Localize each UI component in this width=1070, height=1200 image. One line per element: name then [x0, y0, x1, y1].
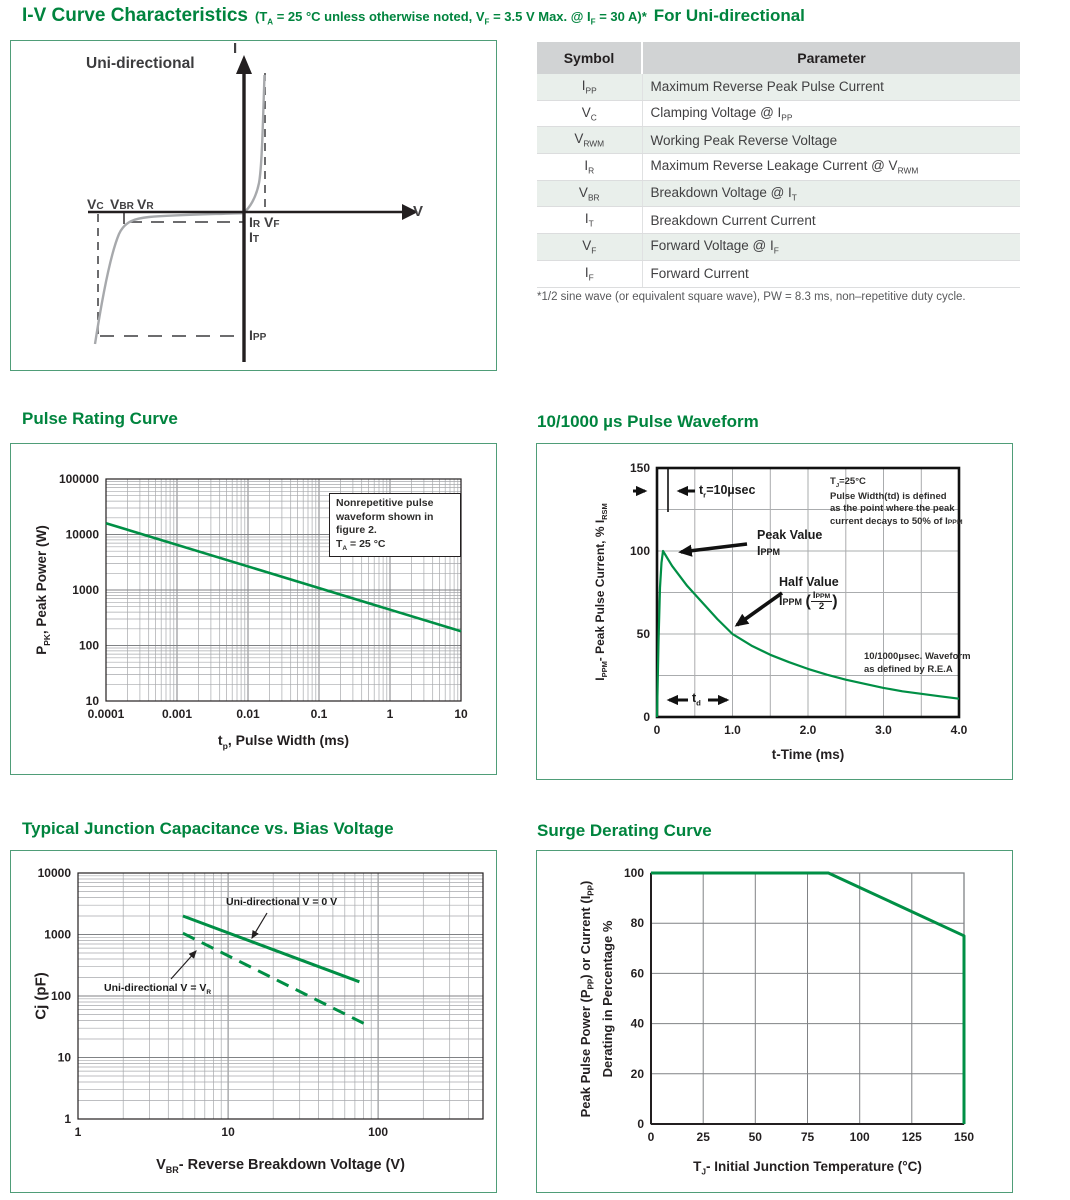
surge-y-label-line2: Derating in Percentage % — [599, 920, 615, 1078]
capacitance-heading: Typical Junction Capacitance vs. Bias Voltage — [22, 819, 394, 838]
table-row — [537, 100, 1020, 127]
waveform-annotation-arrows — [633, 468, 782, 700]
svg-text:125: 125 — [901, 1130, 922, 1144]
pulse-note-line: $T_A = 25$ °C — [336, 537, 386, 553]
parameter-cell: Forward Current — [642, 260, 1020, 287]
svg-text:0.1: 0.1 — [310, 707, 328, 721]
parameter-cell: Maximum Reverse Leakage Current @ $V_{RWM}$ — [642, 154, 1020, 181]
svg-text:100: 100 — [629, 544, 650, 558]
svg-text:100: 100 — [849, 1130, 870, 1144]
half-value-annotation — [779, 575, 839, 613]
svg-text:50: 50 — [748, 1130, 762, 1144]
title-conditions: ($T_A = 25$ °C unless otherwise noted, $V_F = 3.5$ V Max. @ $I_F = 30$ A)* — [255, 9, 647, 27]
note-line: $T_J=25^\circ C$ — [830, 476, 866, 489]
table-row — [537, 154, 1020, 181]
peak-value-symbol: IPPM — [757, 543, 780, 558]
symbol-column-header: Symbol — [537, 42, 642, 74]
waveform-y-axis-label: $I_{PPM}-$ Peak Pulse Current, % $I_{RSM}$ — [592, 503, 610, 681]
td-annotation: $t_d$ — [692, 691, 701, 708]
iv-curve-panel — [10, 40, 497, 371]
rea-note — [864, 651, 971, 676]
svg-text:50: 50 — [636, 627, 650, 641]
iv-uni-directional-label: Uni-directional — [86, 55, 195, 72]
symbol-cell: $I_T$ — [537, 207, 642, 234]
svg-text:80: 80 — [630, 916, 644, 931]
svg-text:100: 100 — [368, 1125, 389, 1139]
table-row — [537, 234, 1020, 261]
peak-value-line: Peak Value — [757, 528, 823, 542]
surge-y-label-line1: Peak Pulse Power $(P_{PP})$ or Current $(I_{PP})$ — [577, 880, 596, 1118]
symbol-cell: $V_F$ — [537, 234, 642, 261]
surge-y-axis-label — [576, 881, 618, 1118]
svg-text:0: 0 — [647, 1130, 655, 1144]
symbol-cell: $I_{PP}$ — [537, 74, 642, 100]
svg-text:10: 10 — [221, 1125, 235, 1139]
parameter-cell: Working Peak Reverse Voltage — [642, 127, 1020, 154]
ir-vf-label: IR VF — [249, 214, 280, 230]
svg-text:0.01: 0.01 — [236, 707, 260, 721]
svg-text:40: 40 — [630, 1016, 644, 1031]
svg-text:10: 10 — [85, 694, 99, 708]
table-row — [537, 207, 1020, 234]
surge-heading: Surge Derating Curve — [537, 821, 712, 840]
table-row — [537, 180, 1020, 207]
svg-text:75: 75 — [800, 1130, 815, 1144]
vbr-label: VBR — [110, 196, 134, 212]
fraction-numerator: IPPM — [812, 589, 831, 601]
svg-text:1: 1 — [64, 1112, 71, 1126]
half-value-line: Half Value — [779, 575, 839, 589]
note-line: current decays to 50% of IPPM — [830, 515, 963, 527]
table-row — [537, 74, 1020, 100]
fraction-denominator: 2 — [818, 601, 825, 613]
pulse-note-line: Nonrepetitive pulse — [336, 497, 434, 509]
symbol-cell: $I_R$ — [537, 154, 642, 181]
title-tail: For Uni-directional — [653, 6, 805, 25]
svg-text:0.0001: 0.0001 — [87, 707, 125, 721]
ipp-label: IPP — [249, 327, 267, 343]
i-axis-label: I — [233, 40, 238, 57]
table-header-row — [537, 42, 1020, 74]
svg-text:0: 0 — [637, 1117, 644, 1131]
symbol-cell: $V_{BR}$ — [537, 180, 642, 207]
pulse-note-line: waveform shown in — [336, 510, 434, 523]
svg-text:1: 1 — [74, 1125, 82, 1139]
svg-text:20: 20 — [630, 1066, 644, 1081]
peak-value-annotation — [757, 528, 822, 559]
svg-text:0.001: 0.001 — [161, 707, 193, 721]
pulse-rating-heading: Pulse Rating Curve — [22, 409, 178, 428]
note-line: Pulse Width(td) is defined — [830, 490, 947, 502]
svg-text:1000: 1000 — [44, 927, 71, 942]
vc-label: VC — [87, 196, 104, 212]
svg-text:10000: 10000 — [37, 866, 71, 880]
ippm-fraction — [811, 591, 832, 613]
solid-series-label: Uni-directional V = 0 V — [226, 896, 338, 908]
pulse-width-note — [830, 476, 1005, 528]
table-footnote: *1/2 sine wave (or equivalent square wave), PW = 8.3 ms, non–repetitive duty cycle. — [537, 291, 966, 303]
capacitance-y-axis-label: Cj (pF) — [32, 972, 50, 1020]
parameter-cell: Forward Voltage @ $I_F$ — [642, 234, 1020, 261]
table-row — [537, 127, 1020, 154]
parameter-cell: Clamping Voltage @ $I_{PP}$ — [642, 100, 1020, 127]
svg-text:4.0: 4.0 — [950, 723, 968, 737]
pulse-waveform-panel — [536, 443, 1013, 780]
note-line: as the point where the peak — [830, 503, 955, 515]
svg-text:1: 1 — [386, 707, 394, 721]
parameter-cell: Breakdown Voltage @ $I_T$ — [642, 180, 1020, 207]
svg-text:150: 150 — [629, 461, 650, 475]
svg-text:10: 10 — [57, 1050, 71, 1065]
pulse-rating-panel — [10, 443, 497, 775]
surge-derating-panel — [536, 850, 1013, 1193]
rise-time-annotation: $t_r=10\mu\sec$ — [699, 483, 756, 500]
iv-curve-diagram — [11, 41, 496, 370]
parameter-column-header: Parameter — [642, 42, 1020, 74]
symbol-parameter-table — [537, 42, 1020, 288]
junction-capacitance-panel — [10, 850, 497, 1193]
pulse-x-axis-label: $t_p$, Pulse Width (ms) — [217, 732, 350, 751]
capacitance-x-axis-label: $V_{BR}-$ Reverse Breakdown Voltage (V) — [156, 1157, 405, 1175]
svg-text:25: 25 — [696, 1130, 710, 1144]
waveform-x-axis-label: t-Time (ms) — [771, 747, 845, 762]
table-row — [537, 260, 1020, 287]
svg-text:2.0: 2.0 — [799, 723, 817, 737]
rea-note-line: as defined by R.E.A — [864, 663, 953, 675]
svg-text:100: 100 — [623, 866, 644, 880]
waveform-heading: 10/1000 µs Pulse Waveform — [537, 412, 759, 431]
vr-label: VR — [137, 196, 154, 212]
pulse-note-line: figure 2. — [336, 524, 377, 537]
surge-x-axis-label: $T_J-$ Initial Junction Temperature (°C) — [693, 1159, 922, 1177]
v-axis-label: V — [413, 203, 424, 220]
svg-text:1000: 1000 — [72, 583, 99, 597]
svg-text:100: 100 — [78, 638, 99, 653]
parameter-cell: Breakdown Current Current — [642, 207, 1020, 234]
close-paren: ) — [832, 592, 838, 610]
svg-text:60: 60 — [630, 966, 644, 981]
pulse-note-box — [329, 493, 461, 557]
svg-text:0: 0 — [643, 710, 650, 724]
rea-note-line: 10/1000µsec. Waveform — [864, 651, 971, 662]
capacitance-annotation-arrows — [171, 913, 267, 979]
pulse-y-axis-label: $P_{PK}$, Peak Power (W) — [34, 525, 52, 655]
svg-text:100000: 100000 — [58, 472, 99, 486]
svg-text:3.0: 3.0 — [875, 723, 892, 737]
symbol-cell: $V_{RWM}$ — [537, 127, 642, 154]
svg-text:10: 10 — [454, 707, 468, 721]
svg-text:10000: 10000 — [65, 527, 99, 542]
half-value-symbol — [779, 591, 839, 613]
open-paren: ( — [805, 592, 811, 610]
dashed-series-label: Uni-directional $V = V_R$ — [104, 982, 212, 997]
svg-text:100: 100 — [50, 989, 71, 1003]
svg-text:0: 0 — [653, 723, 661, 737]
parameter-cell: Maximum Reverse Peak Pulse Current — [642, 74, 1020, 100]
it-label: IT — [249, 229, 260, 245]
title-main: I-V Curve Characteristics — [22, 5, 248, 26]
page-title — [22, 5, 805, 27]
symbol-cell: $I_F$ — [537, 260, 642, 287]
svg-text:150: 150 — [953, 1130, 975, 1144]
svg-text:1.0: 1.0 — [724, 723, 741, 737]
symbol-cell: $V_C$ — [537, 100, 642, 127]
ippm-symbol: IPPM — [779, 593, 802, 608]
